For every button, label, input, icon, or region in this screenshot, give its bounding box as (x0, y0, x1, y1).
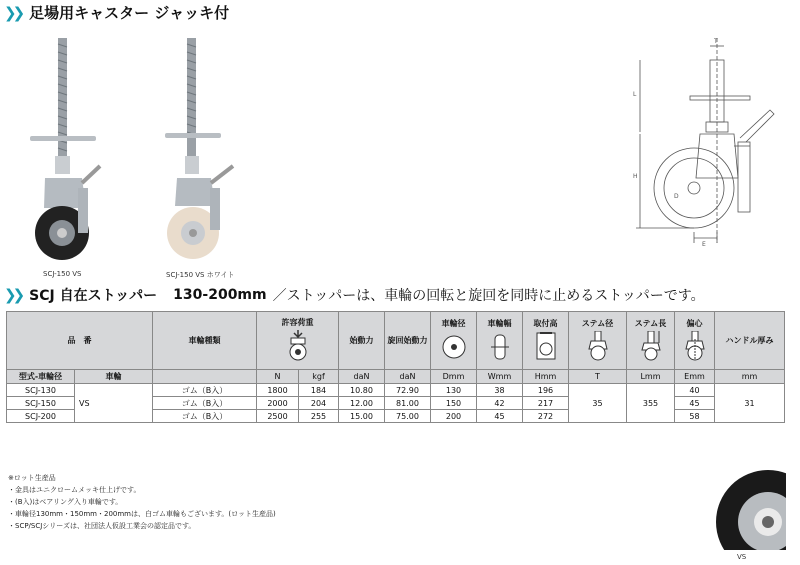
header-offset (675, 312, 715, 370)
cell-n: 2000 (257, 397, 299, 410)
cell-type: ゴム（B入） (153, 397, 257, 410)
cell-model: SCJ-200 (7, 410, 75, 423)
cell-e: 58 (675, 410, 715, 423)
cell-n: 2500 (257, 410, 299, 423)
header-load (257, 312, 339, 370)
cell-kgf: 204 (299, 397, 339, 410)
photo-caption-2: SCJ-150 VS ホワイト (166, 271, 235, 279)
header-wheel-dia-label: 車輪径 (441, 319, 466, 328)
section-heading-2 (4, 285, 705, 305)
cell-w: 45 (477, 410, 523, 423)
unit-dan-start: daN (339, 370, 385, 384)
header-stem-len (627, 312, 675, 370)
unit-mm: mm (715, 370, 785, 384)
cell-t-shared: 35 (569, 384, 627, 423)
product-photo-black (20, 38, 110, 263)
chevron-double-icon: ❯❯ (4, 3, 22, 22)
header-start-force: 始動力 (339, 312, 385, 370)
cell-start: 12.00 (339, 397, 385, 410)
cell-handle-shared: 31 (715, 384, 785, 423)
cell-type: ゴム（B入） (153, 410, 257, 423)
cell-h: 196 (523, 384, 569, 397)
cell-turn: 72.90 (385, 384, 431, 397)
cell-h: 272 (523, 410, 569, 423)
cell-turn: 75.00 (385, 410, 431, 423)
heading-2-title: SCJ 自在ストッパー (29, 288, 158, 304)
header-mount-height (523, 312, 569, 370)
header-stem-dia (569, 312, 627, 370)
header-offset-label: 偏心 (686, 319, 703, 328)
wheel-width-icon (488, 331, 512, 361)
cell-start: 10.80 (339, 384, 385, 397)
svg-text:H: H (633, 173, 638, 180)
unit-kgf: kgf (299, 370, 339, 384)
header-mount-height-label: 取付高 (533, 319, 558, 328)
cell-turn: 81.00 (385, 397, 431, 410)
offset-icon (683, 331, 707, 361)
mount-height-icon (534, 331, 558, 361)
cell-type: ゴム（B入） (153, 384, 257, 397)
svg-text:L: L (633, 91, 637, 98)
header-load-label: 許容荷重 (281, 318, 314, 327)
caster-dimension-drawing (630, 38, 780, 248)
cell-e: 45 (675, 397, 715, 410)
section-heading-1 (4, 2, 229, 23)
note-line: ・車輪径130mm・150mm・200mmは、白ゴム車輪もございます。(ロット生産品) (8, 510, 276, 518)
svg-text:D: D (674, 193, 679, 200)
header-turn-force: 旋回始動力 (385, 312, 431, 370)
photo-caption-1: SCJ-150 VS (43, 270, 82, 278)
unit-t: T (569, 370, 627, 384)
heading-2-range: 130-200mm (173, 287, 267, 303)
unit-wheel: 車輪 (75, 370, 153, 384)
cell-d: 130 (431, 384, 477, 397)
cell-wheel-shared: VS (75, 384, 153, 423)
header-wheel-type: 車輪種類 (153, 312, 257, 370)
header-wheel-width-label: 車輪幅 (487, 319, 512, 328)
product-photo-white (165, 38, 245, 263)
cell-kgf: 255 (299, 410, 339, 423)
stem-diameter-icon (586, 331, 610, 361)
cell-e: 40 (675, 384, 715, 397)
cell-l-shared: 355 (627, 384, 675, 423)
wheel-diameter-icon (442, 331, 466, 361)
cell-start: 15.00 (339, 410, 385, 423)
cell-d: 150 (431, 397, 477, 410)
heading-1-text: 足場用キャスター ジャッキ付 (29, 4, 230, 22)
unit-model: 型式-車輪径 (7, 370, 75, 384)
unit-n: N (257, 370, 299, 384)
stem-length-icon (637, 331, 665, 361)
chevron-double-icon: ❯❯ (4, 286, 22, 304)
load-icon (285, 330, 311, 362)
unit-d: Dmm (431, 370, 477, 384)
unit-empty (153, 370, 257, 384)
header-hinban: 品 番 (7, 312, 153, 370)
header-stem-len-label: ステム長 (634, 319, 667, 328)
cell-model: SCJ-130 (7, 384, 75, 397)
header-wheel-width (477, 312, 523, 370)
svg-text:E: E (702, 241, 706, 248)
note-line: ※ロット生産品 (8, 474, 56, 482)
cell-model: SCJ-150 (7, 397, 75, 410)
unit-h: Hmm (523, 370, 569, 384)
note-line: ・SCP/SCJシリーズは、社団法人仮設工業会の認定品です。 (8, 522, 196, 530)
table-row (7, 384, 785, 397)
note-line: ・金具はユニクロームメッキ仕上げです。 (8, 486, 141, 494)
notes (8, 472, 276, 532)
cell-n: 1800 (257, 384, 299, 397)
wheel-thumbnail (708, 470, 786, 550)
svg-text:T: T (714, 38, 718, 45)
note-line: ・(B入)はベアリング入り車輪です。 (8, 498, 123, 506)
header-wheel-dia (431, 312, 477, 370)
header-stem-dia-label: ステム径 (581, 319, 614, 328)
cell-kgf: 184 (299, 384, 339, 397)
unit-l: Lmm (627, 370, 675, 384)
cell-d: 200 (431, 410, 477, 423)
header-handle: ハンドル厚み (715, 312, 785, 370)
heading-2-description: ／ストッパーは、車輪の回転と旋回を同時に止めるストッパーです。 (272, 288, 705, 304)
cell-w: 38 (477, 384, 523, 397)
spec-table (6, 311, 785, 423)
cell-h: 217 (523, 397, 569, 410)
thumbnail-label: VS (737, 553, 747, 561)
cell-w: 42 (477, 397, 523, 410)
unit-w: Wmm (477, 370, 523, 384)
unit-e: Emm (675, 370, 715, 384)
unit-dan-turn: daN (385, 370, 431, 384)
